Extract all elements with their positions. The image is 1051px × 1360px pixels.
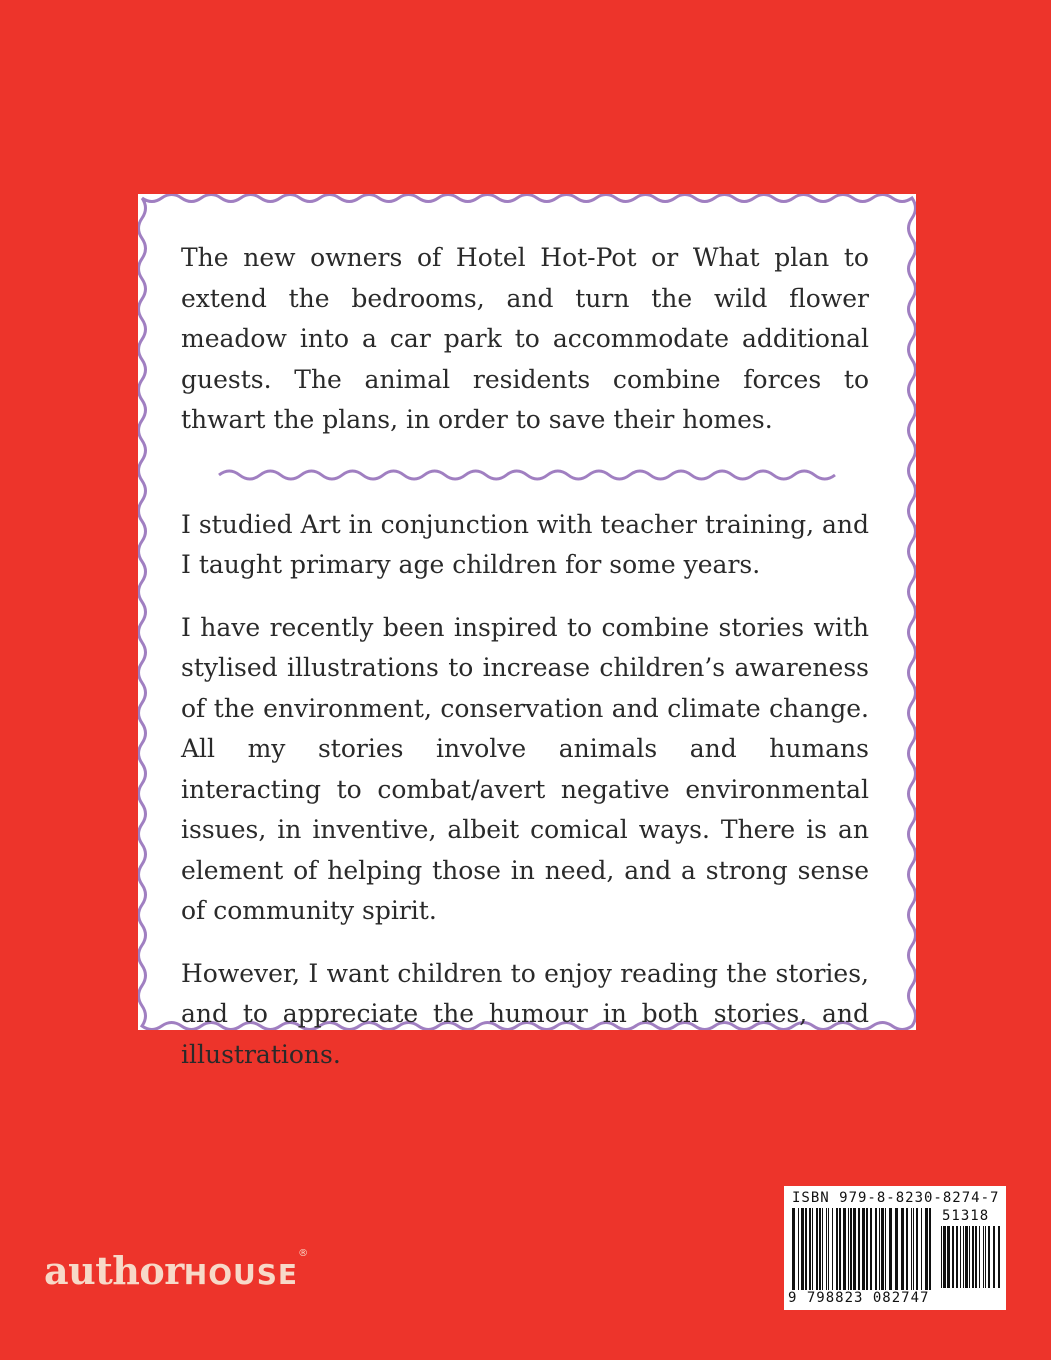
barcode-bar: [858, 1208, 860, 1290]
barcode-bar: [816, 1208, 818, 1290]
barcode-bar: [969, 1226, 970, 1288]
barcode-bar: [921, 1208, 922, 1290]
barcode-bar: [875, 1208, 877, 1290]
bio-paragraph-1: I studied Art in conjunction with teacher training, and I taught primary age children for some years.: [181, 509, 869, 579]
cover-text: [181, 238, 869, 1075]
barcode-bar: [812, 1208, 813, 1290]
barcode-bar: [988, 1226, 990, 1288]
barcode-bar: [801, 1208, 804, 1290]
barcode-bar: [792, 1208, 795, 1290]
wavy-divider: [217, 469, 837, 481]
barcode-bar: [822, 1208, 823, 1290]
barcode-bar: [798, 1208, 799, 1290]
barcode-bar: [839, 1208, 841, 1290]
barcode-bar: [901, 1208, 904, 1290]
barcode-bar: [826, 1208, 827, 1290]
isbn-text: ISBN 979-8-8230-8274-7: [792, 1190, 1000, 1206]
barcode-bar: [879, 1208, 880, 1290]
bio-paragraph-3: However, I want children to enjoy reading the stories, and to appreciate the humour in both stories, and illustrations.: [181, 958, 869, 1069]
barcode-bar: [941, 1226, 942, 1288]
price-code: 51318: [942, 1208, 990, 1224]
blurb-paragraph: The new owners of Hotel Hot-Pot or What plan to extend the bedrooms, and turn the wild flower meadow into a car park to accommodate additional guests. The animal residents combine forces to thwart the plans, in order to save their homes.: [181, 243, 869, 434]
barcode-bar: [866, 1208, 868, 1290]
barcode-bar: [809, 1208, 811, 1290]
barcode-bar: [965, 1226, 968, 1288]
barcode-bar: [916, 1208, 918, 1290]
barcode-bar: [943, 1226, 946, 1288]
barcode-bar: [850, 1208, 852, 1290]
barcode-bar: [952, 1226, 954, 1288]
barcode-bar: [906, 1208, 908, 1290]
barcode-bar: [975, 1226, 977, 1288]
barcode-bar: [889, 1208, 892, 1290]
barcode-bar: [913, 1208, 914, 1290]
barcode-bar: [956, 1226, 958, 1288]
barcode-addon-bars: [939, 1226, 1001, 1288]
barcode-bar: [843, 1208, 846, 1290]
barcode-bar: [929, 1208, 931, 1290]
barcode-bar: [832, 1208, 833, 1290]
ean-number: 9 798823 082747: [788, 1290, 930, 1306]
barcode-bar: [895, 1208, 898, 1290]
barcode-bar: [819, 1208, 821, 1290]
barcode-bar: [885, 1208, 886, 1290]
barcode-bar: [993, 1226, 995, 1288]
barcode-bar: [960, 1226, 961, 1288]
barcode-bar: [947, 1226, 950, 1288]
bio-paragraph-2: I have recently been inspired to combine stories with stylised illustrations to increase children’s awareness of the environment, conservation and climate change. All my stories involve animals and humans interacting to combat/avert negative environmental issues, in inventive, albeit comical ways. There is an element of helping those in need, and a strong sense of community spirit.: [181, 612, 869, 925]
barcode-bar: [963, 1226, 964, 1288]
barcode-bar: [853, 1208, 856, 1290]
barcode-bar: [848, 1208, 849, 1290]
isbn-barcode: [784, 1186, 1006, 1310]
barcode-bar: [925, 1208, 928, 1290]
barcode-bar: [911, 1208, 912, 1290]
barcode-bar: [805, 1208, 807, 1290]
barcode-bar: [985, 1226, 986, 1288]
barcode-bar: [881, 1208, 884, 1290]
barcode-bar: [828, 1208, 829, 1290]
barcode-bar: [862, 1208, 865, 1290]
barcode-bar: [870, 1208, 872, 1290]
barcode-bar: [998, 1226, 1000, 1288]
publisher-logo: authorHOUSE®: [44, 1248, 309, 1293]
barcode-bar: [972, 1226, 974, 1288]
barcode-bar: [979, 1226, 980, 1288]
barcode-bar: [836, 1208, 838, 1290]
back-cover-panel: [138, 194, 916, 1069]
barcode-bars: [790, 1208, 935, 1290]
barcode-bar: [983, 1226, 984, 1288]
